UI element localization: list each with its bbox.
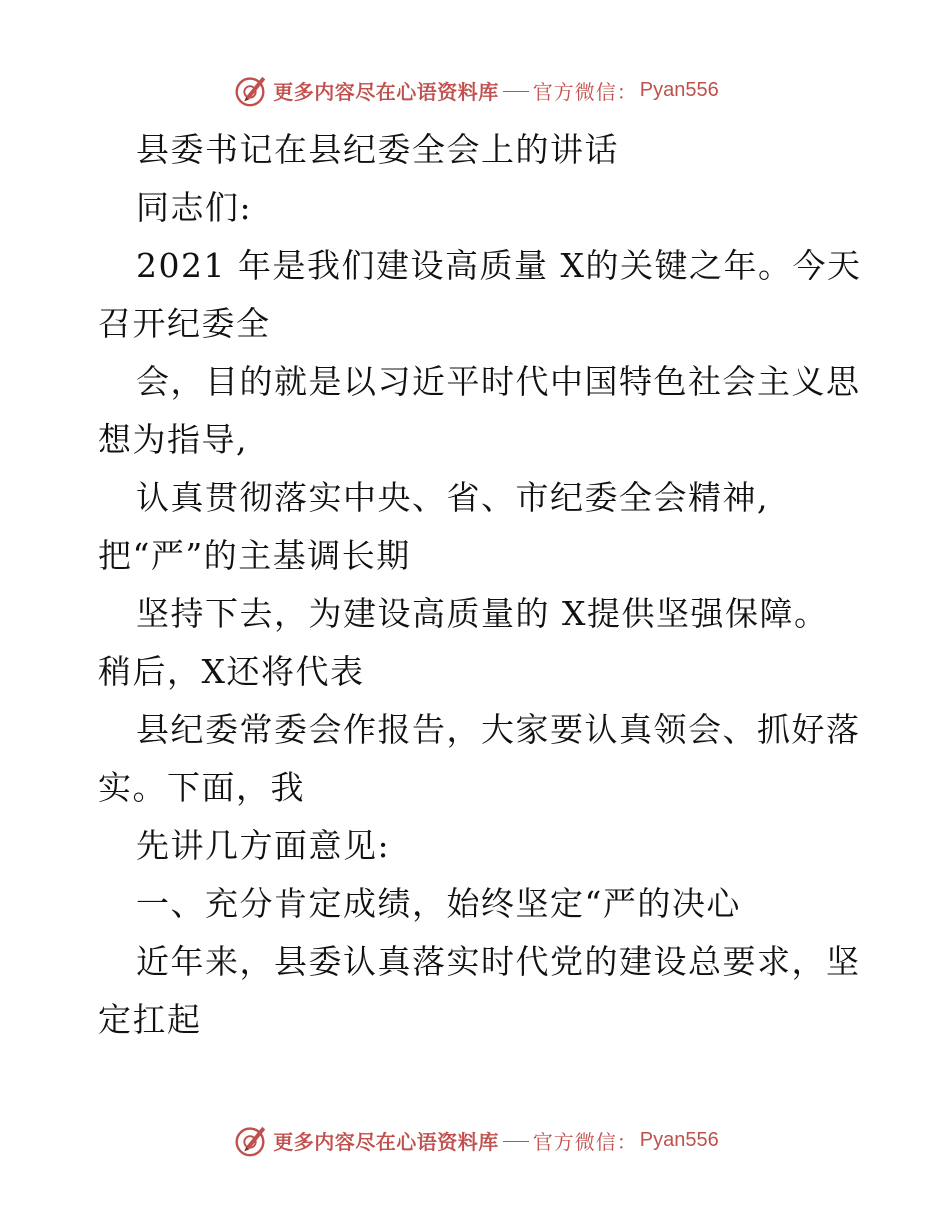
banner-brand-text: 更多内容尽在心语资料库 xyxy=(273,1129,499,1154)
document-line: 召开纪委全 xyxy=(98,304,271,343)
banner-brand-text: 更多内容尽在心语资料库 xyxy=(273,79,499,104)
document-line: 定扛起 xyxy=(98,1000,202,1039)
document-body xyxy=(98,121,862,1049)
document-line: 认真贯彻落实中央、省、市纪委全会精神, xyxy=(136,478,769,517)
document-line: 一、充分肯定成绩，始终坚定“严的决心 xyxy=(136,884,741,923)
pen-logo-icon xyxy=(231,1121,269,1159)
pen-logo-icon xyxy=(231,71,269,109)
document-line: 稍后，X还将代表 xyxy=(98,652,365,691)
document-line: 近年来，县委认真落实时代党的建设总要求，坚 xyxy=(136,942,861,981)
footer-banner xyxy=(0,1118,950,1162)
banner-dash xyxy=(503,1141,529,1142)
document-line: 先讲几方面意见: xyxy=(136,826,391,865)
banner-wechat-label: 官方微信： xyxy=(532,79,638,104)
document-line: 同志们: xyxy=(136,188,253,227)
banner-wechat-label: 官方微信： xyxy=(532,1129,638,1154)
banner-dash xyxy=(503,91,529,92)
header-banner xyxy=(0,68,950,112)
document-line: 县纪委常委会作报告，大家要认真领会、抓好落 xyxy=(136,710,861,749)
document-line: 坚持下去，为建设高质量的 X提供坚强保障。 xyxy=(136,594,829,633)
document-line: 2021 年是我们建设高质量 X的关键之年。今天 xyxy=(136,246,862,285)
document-line: 实。下面，我 xyxy=(98,768,305,807)
document-line: 县委书记在县纪委全会上的讲话 xyxy=(136,130,619,169)
document-line: 把“严”的主基调长期 xyxy=(98,536,411,575)
banner-wechat-id: Pyan556 xyxy=(639,1128,719,1151)
document-line: 会，目的就是以习近平时代中国特色社会主义思 xyxy=(136,362,861,401)
banner-wechat-id: Pyan556 xyxy=(639,78,719,101)
document-line: 想为指导, xyxy=(98,420,248,459)
